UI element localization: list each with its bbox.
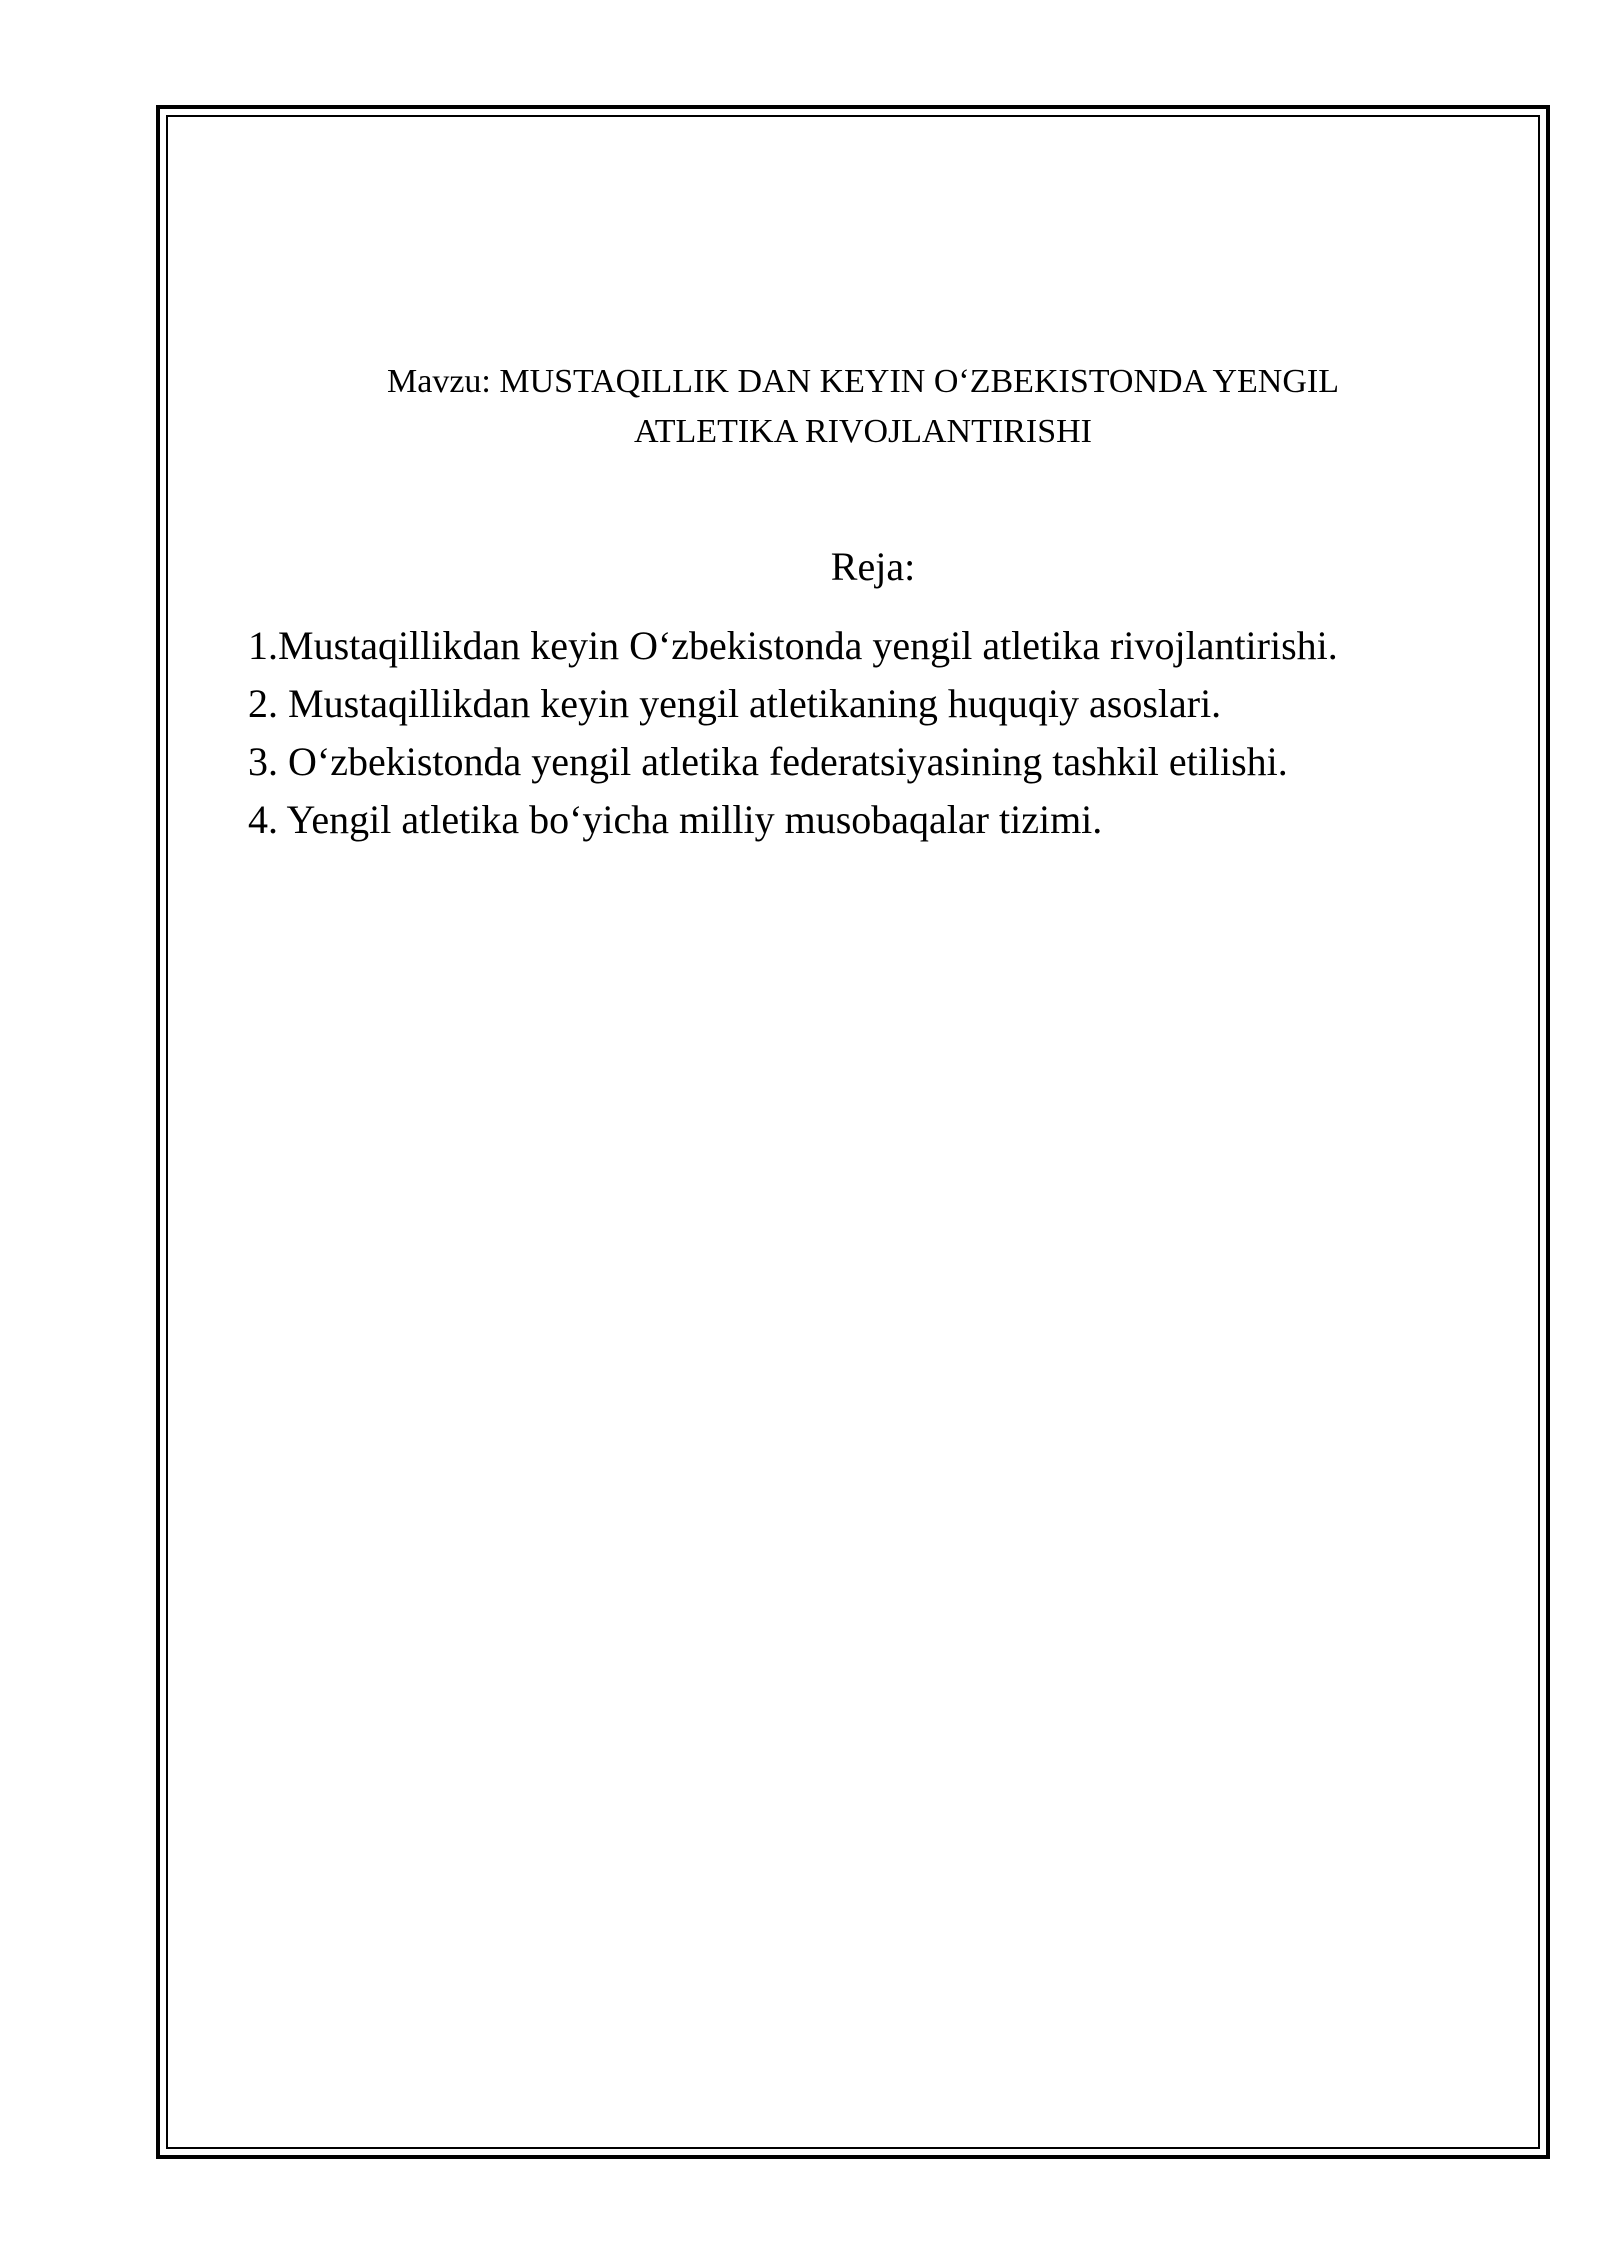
plan-item: 2. Mustaqillikdan keyin yengil atletikaning huquqiy asoslari.	[248, 681, 1222, 726]
page-border-inner	[166, 115, 1540, 2149]
plan-heading: Reja:	[830, 544, 916, 589]
plan-item: 4. Yengil atletika bo‘yicha milliy musobaqalar tizimi.	[248, 797, 1103, 842]
plan-item: 1.Mustaqillikdan keyin O‘zbekistonda yengil atletika rivojlantirishi.	[248, 623, 1338, 668]
title-line-1: Mavzu: MUSTAQILLIK DAN KEYIN O‘ZBEKISTONDA YENGIL	[387, 363, 1339, 400]
title-line-2: ATLETIKA RIVOJLANTIRISHI	[633, 413, 1092, 450]
page-border-outer	[156, 105, 1550, 2159]
document-title	[168, 357, 1538, 457]
plan-item: 3. O‘zbekistonda yengil atletika federatsiyasining tashkil etilishi.	[248, 739, 1288, 784]
plan-list	[248, 617, 1498, 849]
